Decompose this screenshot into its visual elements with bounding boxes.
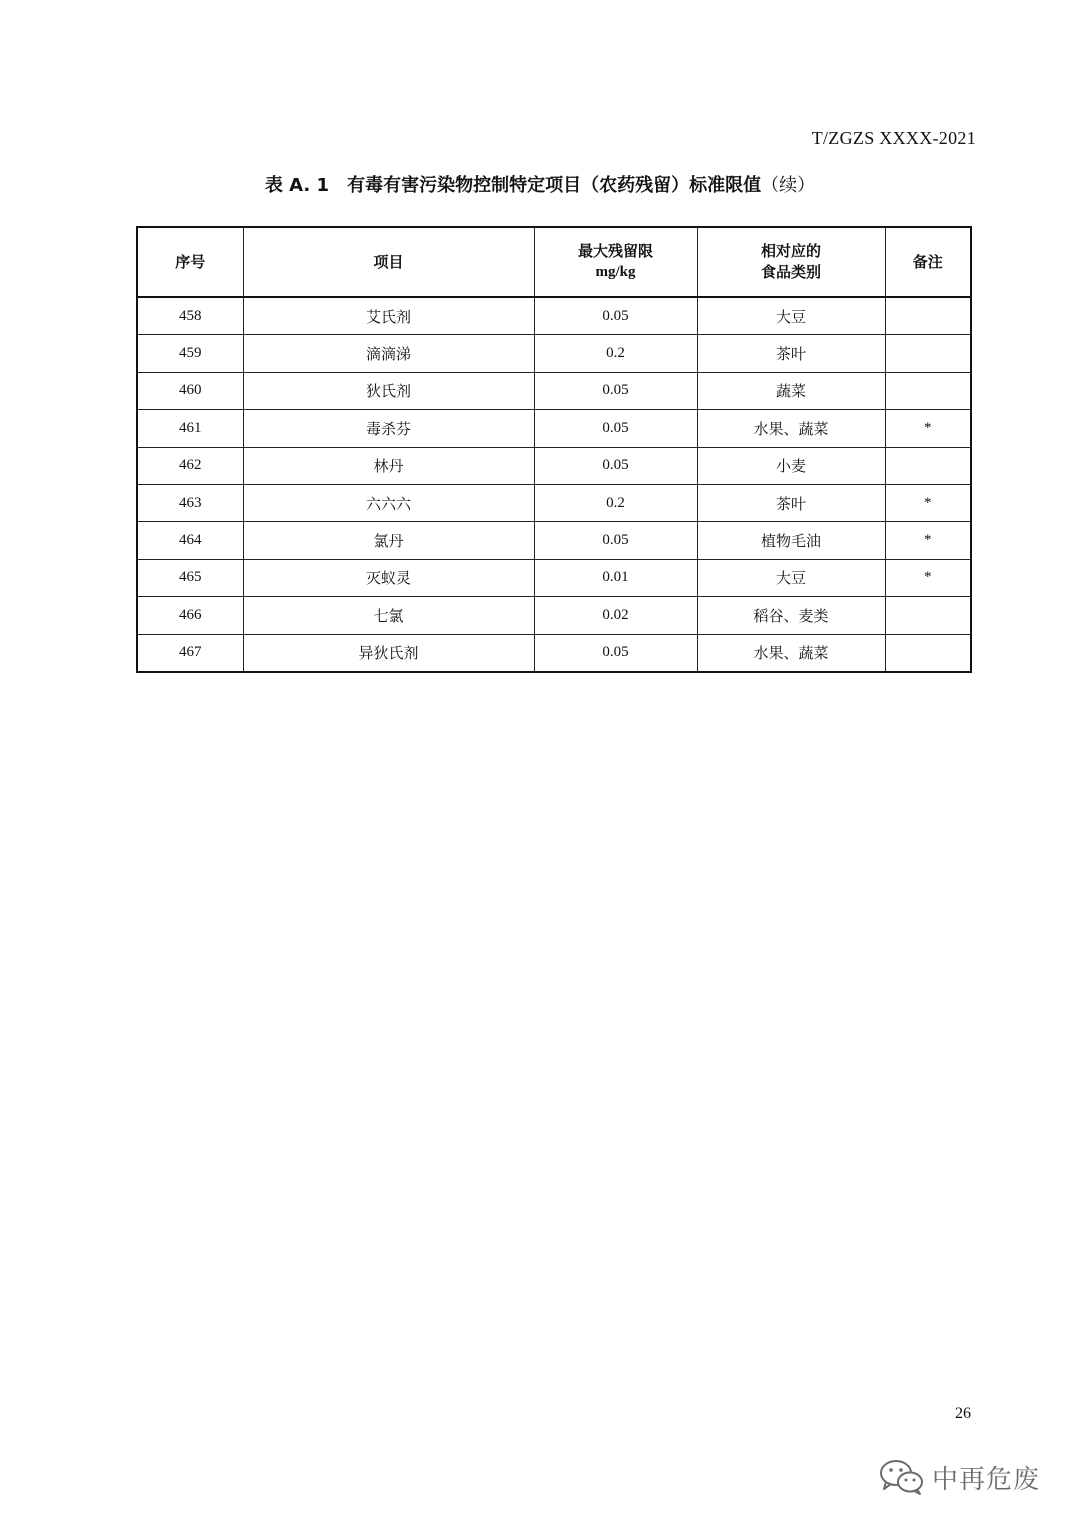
watermark-text: 中再危废 [932, 1464, 1041, 1495]
cell-limit: 0.2 [534, 335, 697, 372]
cell-category: 水果、蔬菜 [697, 410, 885, 447]
cell-category: 小麦 [697, 447, 885, 484]
table-title [0, 171, 1080, 197]
header-category-line1: 相对应的 [760, 242, 821, 260]
cell-note [885, 335, 971, 372]
header-limit [534, 227, 697, 297]
cell-limit: 0.02 [534, 597, 697, 634]
cell-limit: 0.05 [534, 522, 697, 559]
cell-index: 464 [137, 522, 243, 559]
header-limit-unit: mg/kg [595, 264, 636, 280]
cell-item: 艾氏剂 [243, 297, 534, 335]
table-row [137, 597, 971, 634]
cell-index: 467 [137, 634, 243, 672]
table-title-main: 表 A. 1 有毒有害污染物控制特定项目（农药残留）标准限值 [264, 175, 762, 196]
cell-category: 大豆 [697, 297, 885, 335]
document-code: T/ZGZS XXXX-2021 [811, 128, 976, 148]
cell-limit: 0.05 [534, 634, 697, 672]
cell-item: 林丹 [243, 447, 534, 484]
cell-note [885, 372, 971, 409]
cell-limit: 0.05 [534, 410, 697, 447]
cell-item: 滴滴涕 [243, 335, 534, 372]
cell-index: 461 [137, 410, 243, 447]
cell-note [885, 597, 971, 634]
header-note: 备注 [885, 227, 971, 297]
table-title-suffix: （续） [761, 175, 816, 196]
table-row [137, 522, 971, 559]
page-number: 26 [955, 1405, 971, 1422]
cell-limit: 0.2 [534, 484, 697, 521]
cell-index: 460 [137, 372, 243, 409]
cell-category: 茶叶 [697, 484, 885, 521]
pesticide-residue-table [136, 226, 972, 673]
cell-note [885, 634, 971, 672]
cell-limit: 0.05 [534, 372, 697, 409]
header-item: 项目 [243, 227, 534, 297]
cell-item: 六六六 [243, 484, 534, 521]
header-category [697, 227, 885, 297]
cell-category: 植物毛油 [697, 522, 885, 559]
cell-item: 毒杀芬 [243, 410, 534, 447]
cell-index: 459 [137, 335, 243, 372]
cell-category: 大豆 [697, 559, 885, 596]
cell-item: 狄氏剂 [243, 372, 534, 409]
table-row [137, 447, 971, 484]
cell-category: 水果、蔬菜 [697, 634, 885, 672]
table-row [137, 559, 971, 596]
cell-note [885, 297, 971, 335]
cell-item: 异狄氏剂 [243, 634, 534, 672]
cell-limit: 0.05 [534, 297, 697, 335]
cell-index: 466 [137, 597, 243, 634]
cell-item: 灭蚁灵 [243, 559, 534, 596]
cell-note: * [885, 522, 971, 559]
wechat-icon [878, 1458, 926, 1496]
header-index: 序号 [137, 227, 243, 297]
table-row [137, 484, 971, 521]
header-category-line2: 食品类别 [760, 263, 821, 281]
cell-note: * [885, 559, 971, 596]
cell-limit: 0.05 [534, 447, 697, 484]
table-row [137, 410, 971, 447]
cell-index: 458 [137, 297, 243, 335]
table-row [137, 297, 971, 335]
cell-note [885, 447, 971, 484]
cell-limit: 0.01 [534, 559, 697, 596]
cell-index: 462 [137, 447, 243, 484]
header-limit-line1: 最大残留限 [577, 242, 653, 260]
cell-index: 465 [137, 559, 243, 596]
table-row [137, 634, 971, 672]
cell-note: * [885, 484, 971, 521]
cell-category: 稻谷、麦类 [697, 597, 885, 634]
cell-item: 氯丹 [243, 522, 534, 559]
cell-item: 七氯 [243, 597, 534, 634]
table-header-row [137, 227, 971, 297]
table-row [137, 372, 971, 409]
cell-index: 463 [137, 484, 243, 521]
cell-note: * [885, 410, 971, 447]
table-row [137, 335, 971, 372]
cell-category: 茶叶 [697, 335, 885, 372]
watermark [878, 1458, 1040, 1496]
cell-category: 蔬菜 [697, 372, 885, 409]
